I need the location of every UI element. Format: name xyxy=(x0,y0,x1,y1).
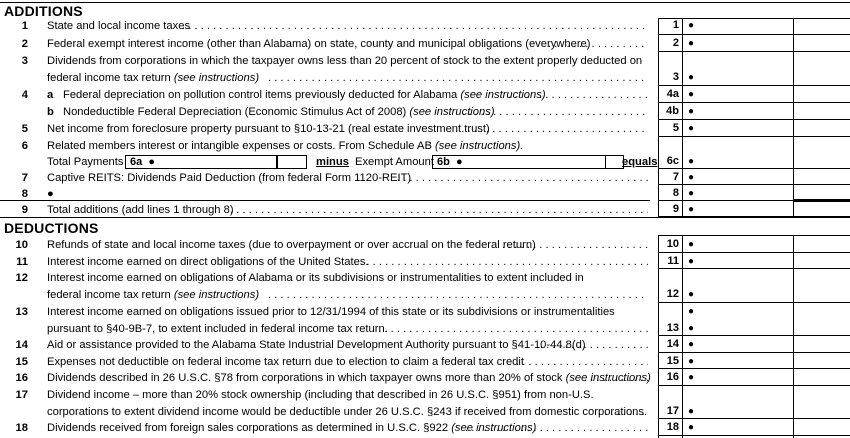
line-text-italic: (see instructions) xyxy=(409,106,495,118)
box-label-8: 8 xyxy=(672,187,679,199)
minus-label: minus xyxy=(316,156,349,168)
bullet-icon: ● xyxy=(688,289,695,300)
line-number: 17 xyxy=(15,389,28,401)
line-number: 9 xyxy=(21,204,28,216)
form-line-1 xyxy=(0,19,650,33)
line-number: 13 xyxy=(15,306,28,318)
line-text-main: Dividends received from foreign sales corporations as determined in U.S.C. §922 xyxy=(47,422,449,434)
box-label-15: 15 xyxy=(666,355,679,367)
form-line-17-cont xyxy=(0,405,650,419)
leader-dots xyxy=(268,71,648,85)
leader-dots xyxy=(502,238,648,252)
bullet-icon: ● xyxy=(688,204,695,215)
line-number: 4 xyxy=(21,89,28,101)
form-line-6 xyxy=(0,139,650,153)
line-text: Total additions (add lines 1 through 8) xyxy=(47,204,234,216)
line-text: Interest income earned on obligations of Alabama or its subdivisions or instrumentalities to extent included in xyxy=(47,272,584,284)
bullet-icon: ● xyxy=(47,188,54,200)
bullet-icon: ● xyxy=(688,356,695,367)
bullet-icon: ● xyxy=(688,406,695,417)
bullet-icon: ● xyxy=(455,156,463,168)
line-text: State and local income taxes xyxy=(47,20,191,32)
line-text-italic: (see instructions) xyxy=(173,72,260,84)
exempt-amount-label: Exempt Amount xyxy=(355,156,434,168)
box-label-6c: 6c xyxy=(666,155,679,167)
line-text xyxy=(47,371,651,385)
box-label-4b: 4b xyxy=(666,105,679,117)
cents-column-deductions[interactable] xyxy=(794,235,850,438)
leader-dots xyxy=(584,371,648,385)
leader-dots xyxy=(354,255,648,269)
form-line-13 xyxy=(0,305,650,319)
bullet-icon: ● xyxy=(688,323,695,334)
line-text: pursuant to §40-9B-7, to extent included in federal income tax return. xyxy=(47,323,388,335)
bullet-icon: ● xyxy=(688,172,695,183)
line-text-italic: (see instructions) xyxy=(173,289,260,301)
line-number: 3 xyxy=(21,55,28,67)
line-number: 11 xyxy=(16,256,28,268)
leader-dots xyxy=(397,171,648,185)
box-label-1: 1 xyxy=(672,19,679,31)
total-payments-label: Total Payments xyxy=(47,156,124,168)
line-text-italic: (see instructions) xyxy=(565,372,651,384)
line-text: Interest income earned on obligations issued prior to 12/31/1994 of this state or its subdivisions or instrumentalities xyxy=(47,306,615,318)
leader-dots xyxy=(182,19,648,33)
line-text xyxy=(47,288,259,302)
bullet-icon: ● xyxy=(688,239,695,250)
form-line-3-cont xyxy=(0,71,650,85)
form-line-9 xyxy=(0,203,650,217)
box-label-11: 11 xyxy=(667,255,679,267)
section-divider xyxy=(0,217,850,218)
line-text-main: Nondeductible Federal Depreciation (Economic Stimulus Act of 2008) xyxy=(63,106,407,118)
leader-dots xyxy=(516,355,648,369)
leader-dots xyxy=(548,37,648,51)
line-text: Refunds of state and local income taxes (due to overpayment or over accrual on the federal return) xyxy=(47,239,536,251)
bullet-icon: ● xyxy=(688,156,695,167)
line-number: 18 xyxy=(15,422,28,434)
line-text-main: Related members interest or intangible expenses or costs. From Schedule AB xyxy=(47,140,432,152)
line-number: 8 xyxy=(21,188,28,200)
line-text-main: Federal depreciation on pollution control items previously deducted for Alabama xyxy=(63,89,458,101)
amount-6b-field[interactable] xyxy=(432,155,606,169)
form-line-6c xyxy=(0,155,658,169)
line-text-italic: (see instructions) xyxy=(460,89,546,101)
form-line-13-cont xyxy=(0,322,650,336)
leader-dots xyxy=(455,122,648,136)
leader-dots xyxy=(598,405,648,419)
bullet-icon: ● xyxy=(688,256,695,267)
line-number: 10 xyxy=(15,239,28,251)
leader-dots xyxy=(508,88,648,102)
bullet-icon: ● xyxy=(688,188,695,199)
form-line-8 xyxy=(0,187,650,201)
box-label-12: 12 xyxy=(666,288,679,300)
line-text xyxy=(47,71,259,85)
section-title-deductions: DEDUCTIONS xyxy=(4,220,99,236)
box-label-17: 17 xyxy=(666,405,679,417)
leader-dots xyxy=(230,203,648,217)
bullet-icon: ● xyxy=(148,156,156,168)
line-number: 1 xyxy=(21,20,28,32)
box-label-2: 2 xyxy=(672,37,679,49)
line-text-main: federal income tax return xyxy=(47,289,171,301)
form-line-5 xyxy=(0,122,650,136)
box-6a-label: 6a xyxy=(130,156,143,168)
bullet-icon: ● xyxy=(688,72,695,83)
bullet-icon: ● xyxy=(688,306,695,317)
line-8-underline xyxy=(0,200,650,201)
line-number: 14 xyxy=(15,339,28,351)
form-line-11 xyxy=(0,255,650,269)
line-text: Captive REITS: Dividends Paid Deduction (from federal Form 1120-REIT) xyxy=(47,172,412,184)
form-line-15 xyxy=(0,355,650,369)
leader-dots xyxy=(465,421,648,435)
line-text: Dividends from corporations in which the taxpayer owns less than 20 percent of stock to the extent properly deducted on xyxy=(47,55,643,67)
form-line-2 xyxy=(0,37,650,51)
amount-6a-field[interactable] xyxy=(125,155,277,169)
line-number: 5 xyxy=(21,123,28,135)
line-number: 6 xyxy=(21,140,28,152)
bullet-icon: ● xyxy=(688,89,695,100)
cents-6a-field[interactable] xyxy=(277,155,307,169)
line-text-main: Dividends described in 26 U.S.C. §78 from corporations in which taxpayer owns more than 20% of stock xyxy=(47,372,563,384)
line-text-italic: (see instructions) xyxy=(451,422,537,434)
bullet-icon: ● xyxy=(688,372,695,383)
bullet-icon: ● xyxy=(688,106,695,117)
line-text: corporations to extent dividend income would be deductible under 26 U.S.C. §243 if received from domestic corporations. xyxy=(47,406,648,418)
leader-dots xyxy=(372,322,648,336)
cents-column-additions[interactable] xyxy=(794,18,850,217)
form-line-14 xyxy=(0,338,650,352)
bullet-icon: ● xyxy=(688,123,695,134)
line-text-main: federal income tax return xyxy=(47,72,171,84)
leader-dots xyxy=(462,105,648,119)
section-title-additions: ADDITIONS xyxy=(4,3,83,19)
line-text xyxy=(63,88,546,102)
line-text: Net income from foreclosure property pursuant to §10-13-21 (real estate investment trust) xyxy=(47,123,490,135)
box-label-3: 3 xyxy=(672,71,679,83)
line-sub: b xyxy=(47,106,54,118)
box-label-9: 9 xyxy=(672,203,679,215)
line-text: Federal exempt interest income (other than Alabama) on state, county and municipal obligations (everywhere) xyxy=(47,38,591,50)
line-text: Expenses not deductible on federal income tax return due to election to claim a federal tax credit xyxy=(47,356,524,368)
line-text xyxy=(47,421,536,435)
box-label-4a: 4a xyxy=(666,88,679,100)
line-number: 12 xyxy=(15,272,28,284)
form-line-4b xyxy=(0,105,650,119)
amount-column-deductions[interactable] xyxy=(683,235,793,438)
bullet-icon: ● xyxy=(688,20,695,31)
box-label-16: 16 xyxy=(666,371,679,383)
form-line-7 xyxy=(0,171,650,185)
bullet-icon: ● xyxy=(688,422,695,433)
box-label-5: 5 xyxy=(672,122,679,134)
amount-column-additions[interactable] xyxy=(683,18,793,217)
form-line-12 xyxy=(0,271,650,285)
form-line-16 xyxy=(0,371,650,385)
form-line-17 xyxy=(0,388,650,402)
box-label-18: 18 xyxy=(666,421,679,433)
form-line-10 xyxy=(0,238,650,252)
box-label-13: 13 xyxy=(666,322,679,334)
line-text: Aid or assistance provided to the Alabama State Industrial Development Authority pursuant to §41-10-44.8(d) xyxy=(47,339,586,351)
form-line-3 xyxy=(0,54,650,68)
box-label-7: 7 xyxy=(672,171,679,183)
line-number: 16 xyxy=(15,372,28,384)
line-number: 7 xyxy=(21,172,28,184)
line-number: 15 xyxy=(15,356,28,368)
leader-dots xyxy=(540,338,648,352)
bullet-icon: ● xyxy=(688,38,695,49)
line-text: Dividend income – more than 20% stock ownership (including that described in 26 U.S.C. §951) from non-U.S. xyxy=(47,389,594,401)
line-text xyxy=(63,105,495,119)
box-label-14: 14 xyxy=(666,338,679,350)
line-text xyxy=(47,139,523,153)
equals-label: equals xyxy=(622,156,658,168)
line-number: 2 xyxy=(21,38,28,50)
line-text-italic: (see instructions). xyxy=(435,140,524,152)
form-line-18 xyxy=(0,421,650,435)
form-line-12-cont xyxy=(0,288,650,302)
bullet-icon: ● xyxy=(688,339,695,350)
line-text: Interest income earned on direct obligations of the United States. xyxy=(47,256,369,268)
box-6b-label: 6b xyxy=(437,156,450,168)
box-label-10: 10 xyxy=(666,238,679,250)
top-rule xyxy=(0,2,850,3)
leader-dots xyxy=(268,288,648,302)
line-sub: a xyxy=(47,89,54,101)
form-line-4a xyxy=(0,88,650,102)
